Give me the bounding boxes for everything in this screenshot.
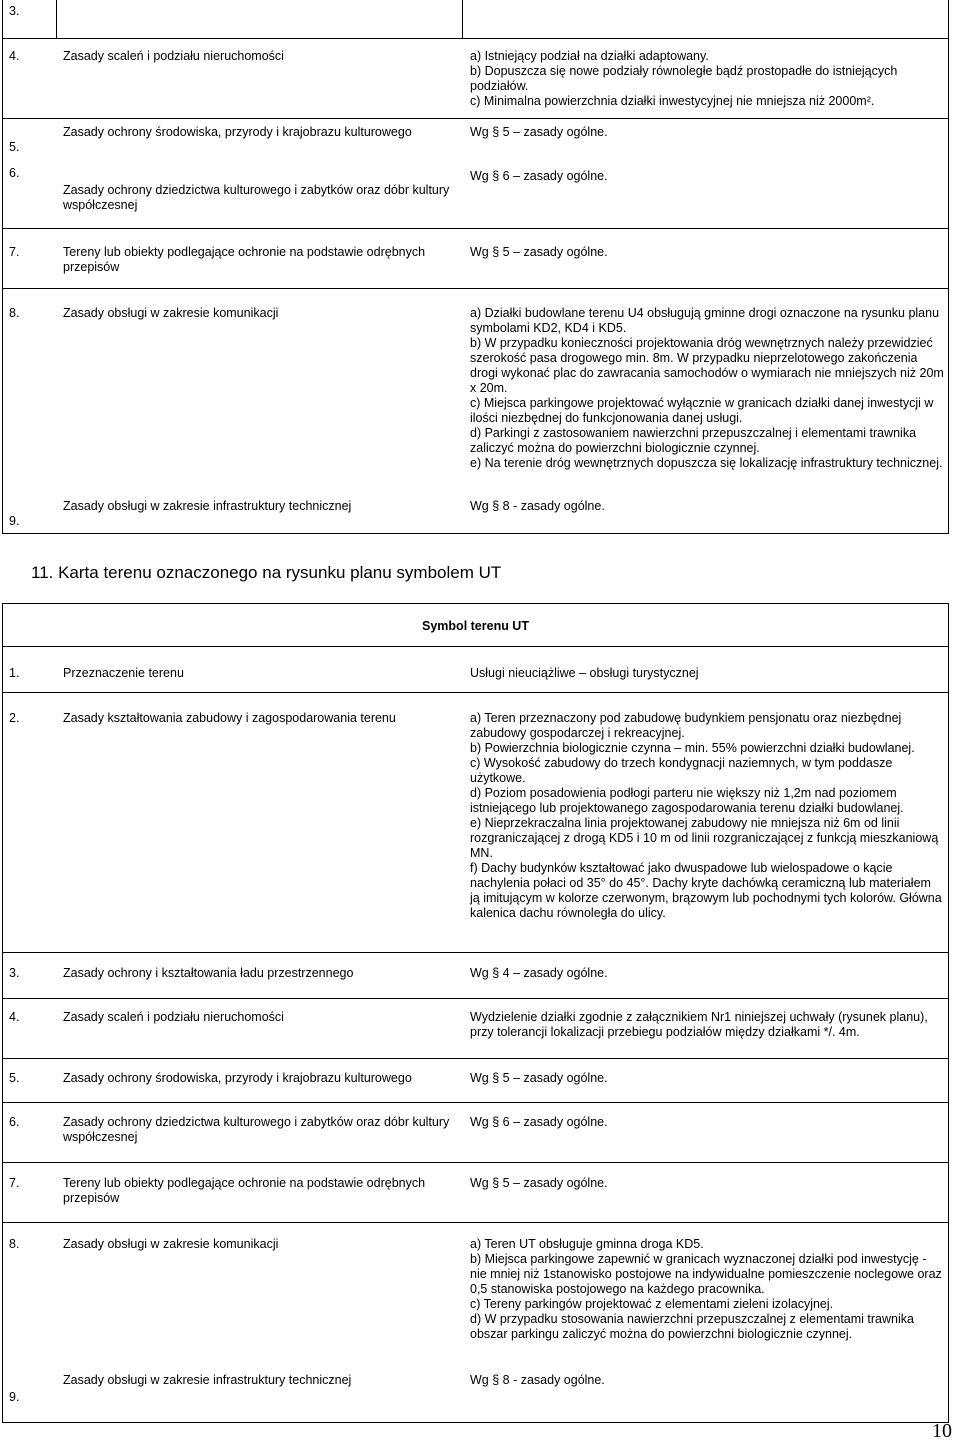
row-number: 9. [9, 514, 20, 528]
value-line: b) Dopuszcza się nowe podziały równoległe bądź prostopadłe do istniejących podziałów. [470, 64, 898, 93]
row-label: Zasady obsługi w zakresie infrastruktury technicznej [63, 1373, 352, 1387]
row-number: 7. [9, 245, 20, 259]
row-number: 6. [9, 166, 20, 180]
value-line: a) Działki budowlane terenu U4 obsługują gminne drogi oznaczone na rysunku planu symbolami KD2, KD4 i KD5. [470, 306, 940, 335]
row-value: Wg § 8 - zasady ogólne. [470, 499, 605, 513]
row-label: Zasady obsługi w zakresie komunikacji [63, 1237, 279, 1251]
table-row [3, 1102, 948, 1163]
value-line: b) W przypadku konieczności projektowania dróg wewnętrznych należy przewidzieć szerokość pasa drogowego min. 8m. W przypadku nieprzelotowego zakończenia drogi wykonać plac do zawracania samochodów o wymiarach nie mniejszych niż 20m x 20m. [470, 336, 944, 395]
value-line: a) Teren przeznaczony pod zabudowę budynkiem pensjonatu oraz niezbędnej zabudowy gospodarczej i rekreacyjnej. [470, 711, 902, 740]
row-label: Tereny lub obiekty podlegające ochronie na podstawie odrębnych przepisów [63, 1176, 426, 1205]
row-number: 4. [9, 1010, 20, 1024]
row-label: Zasady obsługi w zakresie komunikacji [63, 306, 279, 320]
row-label: Zasady ochrony dziedzictwa kulturowego i zabytków oraz dóbr kultury współczesnej [63, 183, 450, 212]
column-divider [462, 0, 463, 38]
row-value: Wg § 4 – zasady ogólne. [470, 966, 608, 980]
row-number: 4. [9, 49, 20, 63]
row-label: Zasady scaleń i podziału nieruchomości [63, 49, 284, 63]
value-line: d) Parkingi z zastosowaniem nawierzchni przepuszczalnej i elementami trawnika zaliczyć można do powierzchni biologicznie czynnej. [470, 426, 917, 455]
table-ut [2, 603, 949, 1423]
value-line: a) Teren UT obsługuje gminna droga KD5. [470, 1237, 704, 1251]
table-row [3, 288, 948, 535]
column-divider [56, 0, 57, 38]
row-value: Usługi nieuciążliwe – obsługi turystycznej [470, 666, 699, 680]
row-number: 3. [9, 966, 20, 980]
table-header: Symbol terenu UT [422, 619, 529, 633]
value-line: c) Miejsca parkingowe projektować wyłącznie w granicach działki danej inwestycji w ilości niezbędnej do funkcjonowania danej usługi. [470, 396, 934, 425]
row-number: 8. [9, 306, 20, 320]
value-line: a) Istniejący podział na działki adaptowany. [470, 49, 709, 63]
row-value [470, 49, 944, 109]
row-label: Zasady ochrony dziedzictwa kulturowego i zabytków oraz dóbr kultury współczesnej [63, 1115, 450, 1144]
value-line: b) Powierzchnia biologicznie czynna – min. 55% powierzchni działki budowlanej. [470, 741, 915, 755]
table-row [3, 646, 948, 693]
value-line: c) Tereny parkingów projektować z elementami zieleni izolacyjnej. [470, 1297, 834, 1311]
row-value [470, 711, 944, 921]
table-row [3, 952, 948, 999]
value-line: c) Wysokość zabudowy do trzech kondygnacji naziemnych, w tym poddasze użytkowe. [470, 756, 893, 785]
value-line: e) Nieprzekraczalna linia projektowanej zabudowy nie mniejsza niż 6m od linii rozgraniczającej z drogą KD5 i 10 m od linii rozgraniczającej z funkcją mieszkaniową MN. [470, 816, 939, 860]
row-label: Tereny lub obiekty podlegające ochronie na podstawie odrębnych przepisów [63, 245, 426, 274]
row-number: 1. [9, 666, 20, 680]
row-number: 5. [9, 1071, 20, 1085]
table-row [3, 228, 948, 289]
row-number: 6. [9, 1115, 20, 1129]
row-value: Wg § 6 – zasady ogólne. [470, 1115, 608, 1129]
row-value: Wg § 5 – zasady ogólne. [470, 125, 608, 139]
table-row [3, 1162, 948, 1223]
value-line: e) Na terenie dróg wewnętrznych dopuszcza się lokalizację infrastruktury technicznej. [470, 456, 943, 470]
row-number: 7. [9, 1176, 20, 1190]
value-line: c) Minimalna powierzchnia działki inwestycyjnej nie mniejsza niż 2000m². [470, 94, 875, 108]
row-label: Przeznaczenie terenu [63, 666, 184, 680]
value-line: d) W przypadku stosowania nawierzchni przepuszczalnej z elementami trawnika obszar parkingu zaliczyć można do powierzchni biologicznie czynnej. [470, 1312, 914, 1341]
row-label: Zasady ochrony i kształtowania ładu przestrzennego [63, 966, 354, 980]
table-row [3, 692, 948, 953]
row-label: Zasady ochrony środowiska, przyrody i krajobrazu kulturowego [63, 1071, 412, 1085]
row-label: Zasady ochrony środowiska, przyrody i krajobrazu kulturowego [63, 125, 412, 139]
table-row [3, 38, 948, 119]
row-value: Wg § 6 – zasady ogólne. [470, 169, 608, 183]
row-label: Zasady scaleń i podziału nieruchomości [63, 1010, 284, 1024]
page-number: 10 [932, 1420, 952, 1442]
row-value: Wg § 8 - zasady ogólne. [470, 1373, 605, 1387]
row-value: Wg § 5 – zasady ogólne. [470, 245, 608, 259]
row-label: Zasady kształtowania zabudowy i zagospodarowania terenu [63, 711, 396, 725]
row-number: 2. [9, 711, 20, 725]
table-row [3, 118, 948, 229]
row-value [470, 306, 944, 471]
table-continued [2, 0, 949, 534]
value-line: d) Poziom posadowienia podłogi parteru nie większy niż 1,2m nad poziomem istniejącego lub projektowanego zagospodarowania terenu działki budowlanej. [470, 786, 904, 815]
row-value: Wg § 5 – zasady ogólne. [470, 1071, 608, 1085]
value-line: f) Dachy budynków kształtować jako dwuspadowe lub wielospadowe o kącie nachylenia połaci od 35° do 45°. Dachy kryte dachówką ceramiczną lub materiałem ją imitującym w kolorze czerwonym, brązowym lub pochodnymi tych kolorów. Główna kalenica dachu równoległa do ulicy. [470, 861, 942, 920]
value-line: b) Miejsca parkingowe zapewnić w granicach wyznaczonej działki pod inwestycję - nie mniej niż 1stanowisko postojowe na indywidualne pomieszczenie noclegowe oraz 0,5 stanowiska postojowego na każdego pracownika. [470, 1252, 942, 1296]
table-row [3, 1058, 948, 1103]
row-number: 8. [9, 1237, 20, 1251]
row-number: 5. [9, 140, 20, 154]
row-number: 9. [9, 1390, 20, 1404]
table-row [3, 998, 948, 1059]
row-value: Wydzielenie działki zgodnie z załącznikiem Nr1 niniejszej uchwały (rysunek planu), przy tolerancji lokalizacji przebiegu podziałów między działkami */. 4m. [470, 1010, 928, 1039]
row-label: Zasady obsługi w zakresie infrastruktury technicznej [63, 499, 352, 513]
table-row [3, 1222, 948, 1425]
row-value [470, 1237, 944, 1342]
section-heading: 11. Karta terenu oznaczonego na rysunku planu symbolem UT [31, 563, 502, 582]
row-value: Wg § 5 – zasady ogólne. [470, 1176, 608, 1190]
row-number: 3. [9, 4, 20, 18]
